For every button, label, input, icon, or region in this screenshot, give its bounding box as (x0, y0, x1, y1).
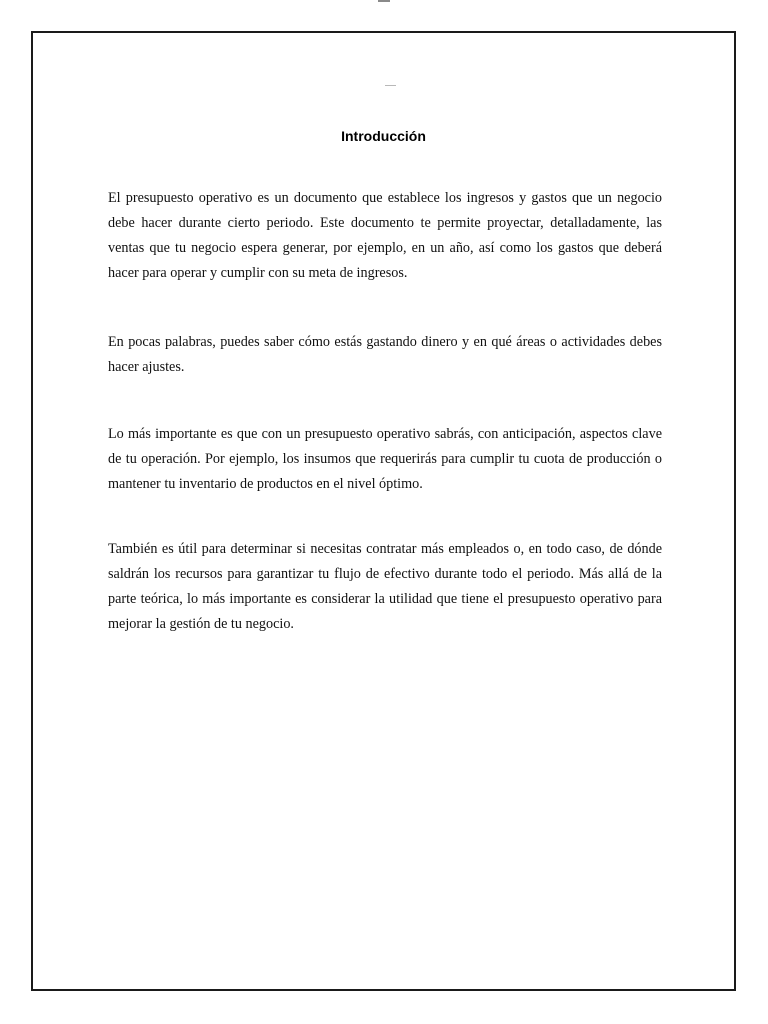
document-title: Introducción (341, 128, 426, 144)
paragraph-2: En pocas palabras, puedes saber cómo estás gastando dinero y en qué áreas o actividades debes hacer ajustes. (108, 334, 662, 375)
paragraph-1: El presupuesto operativo es un documento que establece los ingresos y gastos que un negocio debe hacer durante cierto periodo. Este documento te permite proyectar, detalladamente, las ventas que tu negocio espera generar, por ejemplo, en un año, así como los gastos que deberá hacer para operar y cumplir con su meta de ingresos. (108, 190, 662, 281)
paragraph-3: Lo más importante es que con un presupuesto operativo sabrás, con anticipación, aspectos clave de tu operación. Por ejemplo, los insumos que requerirás para cumplir tu cuota de producción o mantener tu inventario de productos en el nivel óptimo. (108, 426, 662, 492)
header-marker (385, 85, 396, 86)
paragraph-4: También es útil para determinar si necesitas contratar más empleados o, en todo caso, de dónde saldrán los recursos para garantizar tu flujo de efectivo durante todo el periodo. Más allá de la parte teórica, lo más importante es considerar la utilidad que tiene el presupuesto operativo para mejorar la gestión de tu negocio. (108, 541, 662, 632)
document-page (31, 31, 736, 991)
page-top-marker (378, 0, 390, 2)
